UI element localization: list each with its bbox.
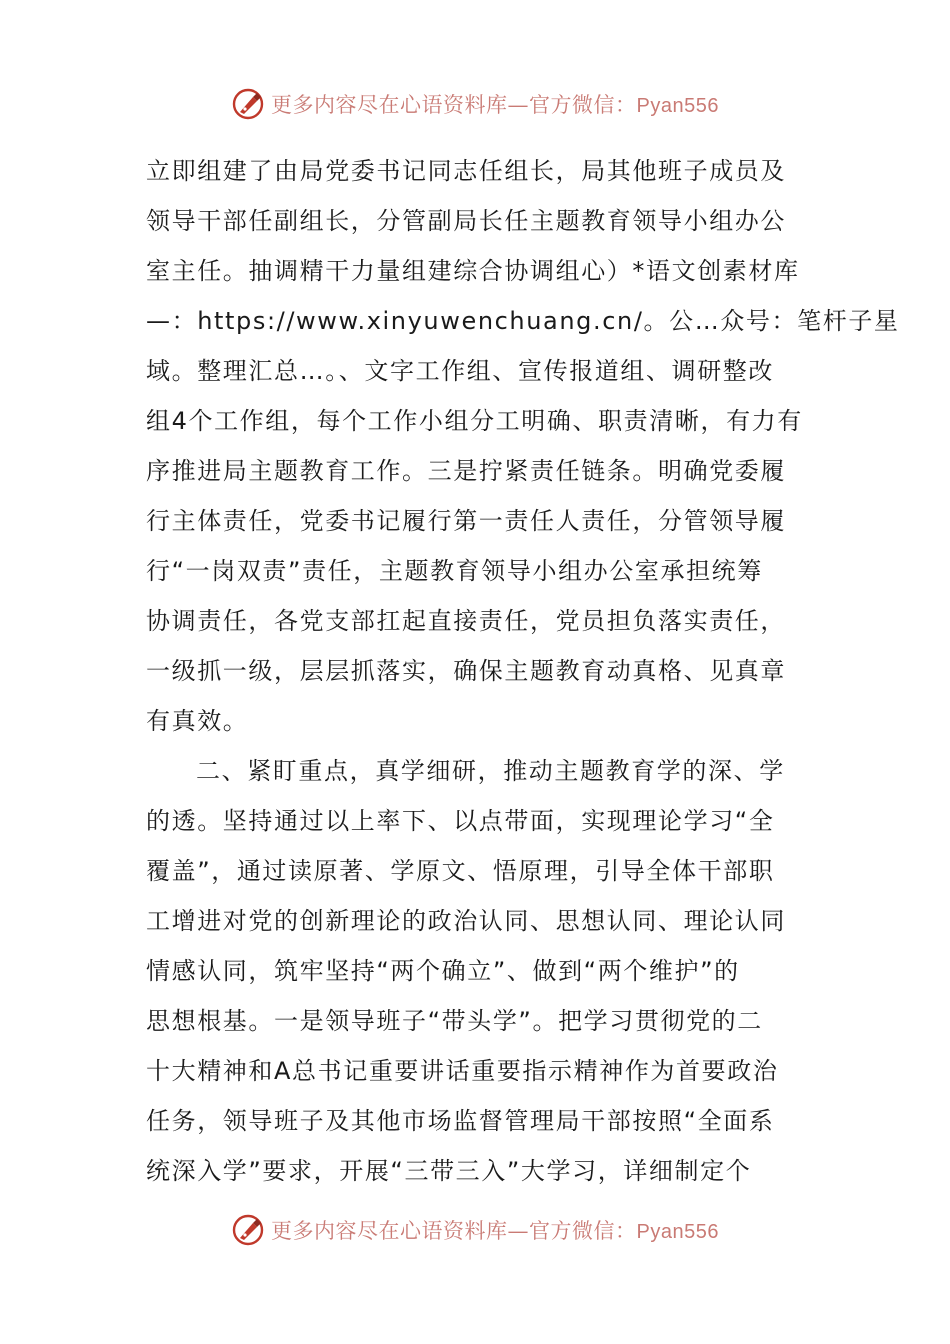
text-line: 行“一岗双责”责任，主题教育领导小组办公室承担统筹 [146,557,763,585]
document-body [146,146,900,1196]
text-line: 有真效。 [146,707,249,735]
banner-text [271,89,719,119]
text-line: 的透。坚持通过以上率下、以点带面，实现理论学习“全 [146,807,775,835]
text-line: 工增进对党的创新理论的政治认同、思想认同、理论认同 [146,907,786,935]
header-banner [0,84,950,124]
section-heading-line: 二、紧盯重点，真学细研，推动主题教育学的深、学 [196,757,785,785]
text-line: 统深入学”要求，开展“三带三入”大学习，详细制定个 [146,1157,752,1185]
banner-text [271,1215,719,1245]
banner-label: 更多内容尽在心语资料库—官方微信： [271,93,637,117]
text-line: 序推进局主题教育工作。三是拧紧责任链条。明确党委履 [146,457,786,485]
text-line: 行主体责任，党委书记履行第一责任人责任，分管领导履 [146,507,786,535]
wechat-id: Pyan556 [636,1221,719,1243]
text-line: 室主任。抽调精干力量组建综合协调组心）*语文创素材库 [146,257,800,285]
text-line: 立即组建了由局党委书记同志任组长，局其他班子成员及 [146,157,786,185]
text-line: 协调责任，各党支部扛起直接责任，党员担负落实责任， [146,607,786,635]
text-line: 组4个工作组，每个工作小组分工明确、职责清晰，有力有 [146,407,803,435]
wechat-id: Pyan556 [636,95,719,117]
text-line: 任务，领导班子及其他市场监督管理局干部按照“全面系 [146,1107,775,1135]
text-line: 覆盖”，通过读原著、学原文、悟原理，引导全体干部职 [146,857,775,885]
text-line: 领导干部任副组长，分管副局长任主题教育领导小组办公 [146,207,786,235]
text-line: 一级抓一级，层层抓落实，确保主题教育动真格、见真章 [146,657,786,685]
footer-banner [0,1210,950,1250]
text-line: 域。整理汇总…。、文字工作组、宣传报道组、调研整改 [146,357,774,385]
pen-nib-circle-icon [231,87,265,121]
text-line: 思想根基。一是领导班子“带头学”。把学习贯彻党的二 [146,1007,763,1035]
text-line: —：https://www.xinyuwenchuang.cn/。公…众号：笔杆子星 [146,307,900,335]
text-line: 情感认同，筑牢坚持“两个确立”、做到“两个维护”的 [146,957,740,985]
pen-nib-circle-icon [231,1213,265,1247]
banner-label: 更多内容尽在心语资料库—官方微信： [271,1219,637,1243]
text-line: 十大精神和A总书记重要讲话重要指示精神作为首要政治 [146,1057,779,1085]
